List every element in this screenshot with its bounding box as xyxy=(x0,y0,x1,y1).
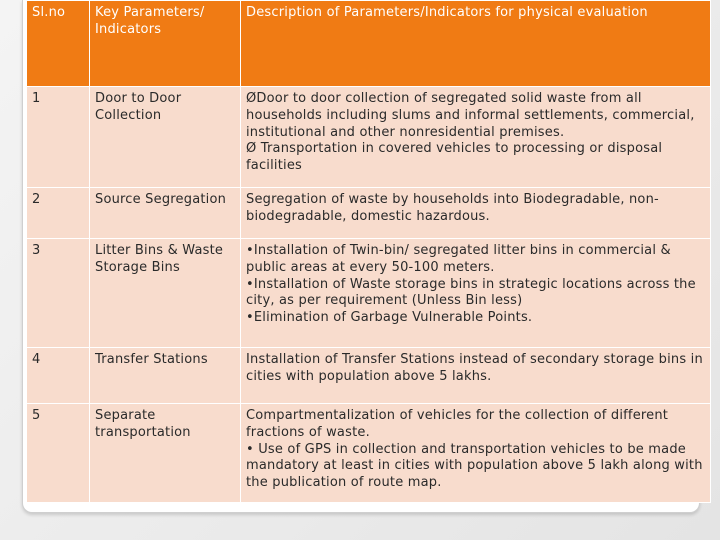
table-row xyxy=(27,348,711,404)
description-line: Compartmentalization of vehicles for the collection of different fractions of waste. xyxy=(246,408,669,440)
header-slno: Sl.no xyxy=(27,1,90,87)
header-key-parameters: Key Parameters/ Indicators xyxy=(90,1,241,87)
description-line: •Installation of Twin-bin/ segregated litter bins in commercial & public areas at every 50-100 meters. xyxy=(246,243,671,275)
description-line: Installation of Transfer Stations instead of secondary storage bins in cities with population above 5 lakhs. xyxy=(246,352,703,384)
cell-parameter: Door to Door Collection xyxy=(90,87,241,188)
table-row xyxy=(27,239,711,348)
cell-description xyxy=(241,404,711,503)
header-description: Description of Parameters/Indicators for physical evaluation xyxy=(241,1,711,87)
table-row xyxy=(27,404,711,503)
table-row xyxy=(27,87,711,188)
cell-description xyxy=(241,348,711,404)
parameters-table xyxy=(26,0,711,503)
cell-description xyxy=(241,87,711,188)
cell-description xyxy=(241,239,711,348)
description-line: • Use of GPS in collection and transportation vehicles to be made mandatory at least in cities with population above 5 lakh along with the publication of route map. xyxy=(246,441,703,491)
cell-slno: 5 xyxy=(27,404,90,503)
cell-slno: 2 xyxy=(27,188,90,239)
header-row xyxy=(27,1,711,87)
table-row xyxy=(27,188,711,239)
cell-parameter: Source Segregation xyxy=(90,188,241,239)
cell-slno: 4 xyxy=(27,348,90,404)
cell-parameter: Transfer Stations xyxy=(90,348,241,404)
cell-parameter: Litter Bins & Waste Storage Bins xyxy=(90,239,241,348)
cell-slno: 3 xyxy=(27,239,90,348)
cell-slno: 1 xyxy=(27,87,90,188)
description-line: Ø Transportation in covered vehicles to processing or disposal facilities xyxy=(246,141,663,174)
description-line: ØDoor to door collection of segregated solid waste from all households including slums and informal settlements, commercial, institutional and other nonresidential premises. xyxy=(246,91,695,140)
cell-parameter: Separate transportation xyxy=(90,404,241,503)
description-line: •Elimination of Garbage Vulnerable Points. xyxy=(246,310,533,326)
cell-description xyxy=(241,188,711,239)
description-line: •Installation of Waste storage bins in strategic locations across the city, as per requirement (Unless Bin less) xyxy=(246,276,696,309)
description-line: Segregation of waste by households into Biodegradable, non-biodegradable, domestic hazardous. xyxy=(246,192,659,224)
